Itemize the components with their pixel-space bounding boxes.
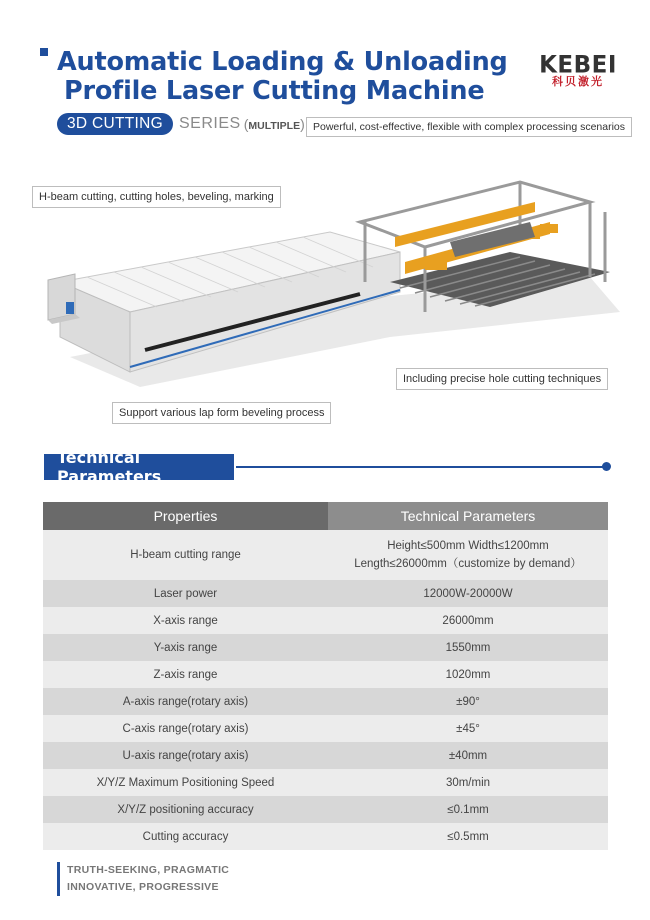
property-cell: Y-axis range xyxy=(43,634,328,661)
footer-slogan xyxy=(57,862,229,896)
table-row xyxy=(43,796,608,823)
property-cell: U-axis range(rotary axis) xyxy=(43,742,328,769)
property-cell: X-axis range xyxy=(43,607,328,634)
control-cabinet xyxy=(48,274,80,324)
title-line-1: Automatic Loading & Unloading xyxy=(57,47,508,77)
callout-h-beam-cutting: H-beam cutting, cutting holes, beveling, marking xyxy=(32,186,281,208)
callout-hole-cutting: Including precise hole cutting techniques xyxy=(396,368,608,390)
table-row xyxy=(43,661,608,688)
value-cell: 26000mm xyxy=(328,607,608,634)
kebei-logo xyxy=(533,53,623,88)
paren-open: ( xyxy=(243,116,249,132)
value-line-2: Length≤26000mm（customize by demand） xyxy=(354,558,582,570)
slogan-line-2: INNOVATIVE, PROGRESSIVE xyxy=(67,881,219,893)
property-cell: A-axis range(rotary axis) xyxy=(43,688,328,715)
property-cell: Cutting accuracy xyxy=(43,823,328,850)
property-cell: H-beam cutting range xyxy=(43,530,328,580)
title-marker xyxy=(40,48,48,56)
value-cell: 12000W-20000W xyxy=(328,580,608,607)
value-cell: ≤0.1mm xyxy=(328,796,608,823)
callout-beveling: Support various lap form beveling process xyxy=(112,402,331,424)
property-cell: Laser power xyxy=(43,580,328,607)
section-divider-dot xyxy=(602,462,611,471)
table-row xyxy=(43,607,608,634)
table-header-row xyxy=(43,502,608,530)
logo-brand: KEBEI xyxy=(539,51,617,79)
value-cell xyxy=(328,530,608,580)
table-row xyxy=(43,634,608,661)
table-row xyxy=(43,769,608,796)
table-row xyxy=(43,688,608,715)
series-multiple xyxy=(244,116,305,132)
value-cell: ±90° xyxy=(328,688,608,715)
series-pill: 3D CUTTING xyxy=(57,113,173,135)
value-cell: ±40mm xyxy=(328,742,608,769)
property-cell: C-axis range(rotary axis) xyxy=(43,715,328,742)
value-cell: ≤0.5mm xyxy=(328,823,608,850)
value-line-1: Height≤500mm Width≤1200mm xyxy=(387,540,549,552)
section-divider xyxy=(236,466,606,468)
technical-parameters-table xyxy=(43,502,608,850)
value-cell: 30m/min xyxy=(328,769,608,796)
tagline: Powerful, cost-effective, flexible with complex processing scenarios xyxy=(306,117,632,137)
paren-close: ) xyxy=(300,116,305,132)
value-cell: 1020mm xyxy=(328,661,608,688)
property-cell: X/Y/Z Maximum Positioning Speed xyxy=(43,769,328,796)
table-row xyxy=(43,530,608,580)
series-label: SERIES xyxy=(179,115,241,132)
value-cell: 1550mm xyxy=(328,634,608,661)
page-title xyxy=(57,48,508,106)
table-row xyxy=(43,823,608,850)
series-row xyxy=(57,112,305,136)
table-row xyxy=(43,580,608,607)
property-cell: X/Y/Z positioning accuracy xyxy=(43,796,328,823)
table-row xyxy=(43,715,608,742)
table-row xyxy=(43,742,608,769)
multiple-label: MULTIPLE xyxy=(248,120,301,132)
slogan-line-1: TRUTH-SEEKING, PRAGMATIC xyxy=(67,864,230,876)
logo-subtitle: 科贝激光 xyxy=(552,76,604,88)
value-cell: ±45° xyxy=(328,715,608,742)
property-cell: Z-axis range xyxy=(43,661,328,688)
header-parameters: Technical Parameters xyxy=(328,502,608,530)
section-title: Technical Parameters xyxy=(44,454,234,480)
header-properties: Properties xyxy=(43,502,328,530)
title-line-2: Profile Laser Cutting Machine xyxy=(64,76,485,106)
